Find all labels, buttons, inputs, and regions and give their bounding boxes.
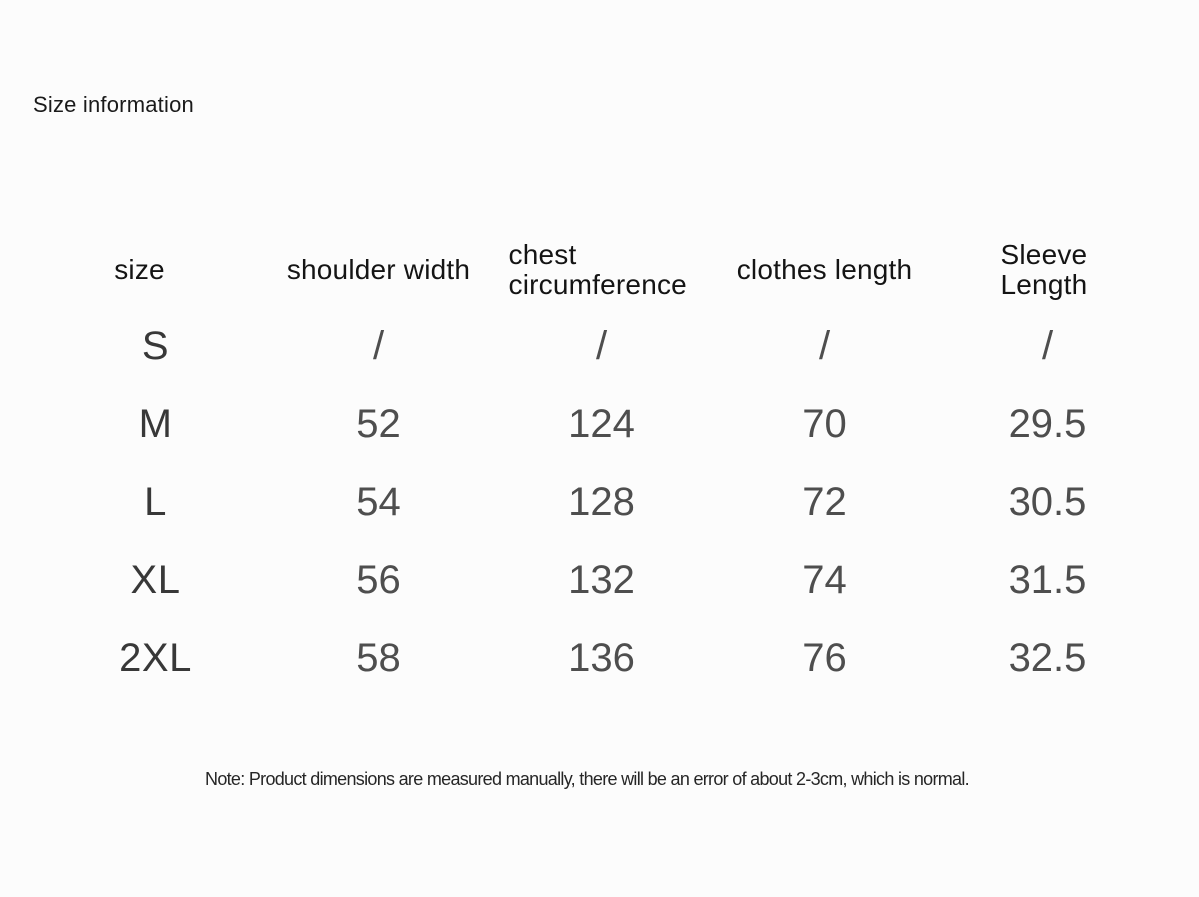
table-header-row xyxy=(44,233,1159,307)
clothes-length-value: 70 xyxy=(802,401,847,446)
clothes-length-value: 72 xyxy=(802,479,847,524)
header-cell-clothes-length xyxy=(713,255,936,285)
sleeve-length-value: / xyxy=(1041,323,1054,368)
clothes-length-value: 76 xyxy=(802,635,847,680)
header-cell-chest-circumference xyxy=(490,240,713,300)
measurement-note xyxy=(0,769,1174,790)
shoulder-width-value: 54 xyxy=(356,479,401,524)
size-table xyxy=(44,233,1159,697)
chest-circumference-value: 128 xyxy=(568,479,635,524)
table-row-m xyxy=(44,385,1159,463)
sleeve-length-value: 29.5 xyxy=(1008,401,1087,446)
shoulder-width-value: 52 xyxy=(356,401,401,446)
size-label: M xyxy=(138,401,173,446)
sleeve-length-value: 31.5 xyxy=(1008,557,1087,602)
header-label-size: size xyxy=(114,253,165,285)
size-label: S xyxy=(141,323,170,368)
table-row-xl xyxy=(44,541,1159,619)
header-label-chest-circumference: chest circumference xyxy=(508,238,687,300)
header-cell-sleeve-length xyxy=(936,240,1159,300)
header-label-shoulder-width: shoulder width xyxy=(286,253,471,285)
clothes-length-value: / xyxy=(818,323,831,368)
shoulder-width-value: 58 xyxy=(356,635,401,680)
shoulder-width-value: / xyxy=(372,323,385,368)
page-title: Size information xyxy=(33,92,194,117)
shoulder-width-value: 56 xyxy=(356,557,401,602)
size-label: L xyxy=(144,479,167,524)
measurement-note-text: Note: Product dimensions are measured manually, there will be an error of about 2-3cm, which is normal. xyxy=(205,769,969,789)
header-label-sleeve-length: Sleeve Length xyxy=(1000,238,1088,300)
clothes-length-value: 74 xyxy=(802,557,847,602)
table-row-s xyxy=(44,307,1159,385)
chest-circumference-value: 124 xyxy=(568,401,635,446)
size-label: 2XL xyxy=(119,635,192,680)
size-label: XL xyxy=(130,557,181,602)
chest-circumference-value: 136 xyxy=(568,635,635,680)
table-row-l xyxy=(44,463,1159,541)
header-cell-shoulder-width xyxy=(267,255,490,285)
header-cell-size xyxy=(44,255,267,285)
table-row-2xl xyxy=(44,619,1159,697)
sleeve-length-value: 32.5 xyxy=(1008,635,1087,680)
chest-circumference-value: / xyxy=(595,323,608,368)
sleeve-length-value: 30.5 xyxy=(1008,479,1087,524)
chest-circumference-value: 132 xyxy=(568,557,635,602)
header-label-clothes-length: clothes length xyxy=(736,253,913,285)
